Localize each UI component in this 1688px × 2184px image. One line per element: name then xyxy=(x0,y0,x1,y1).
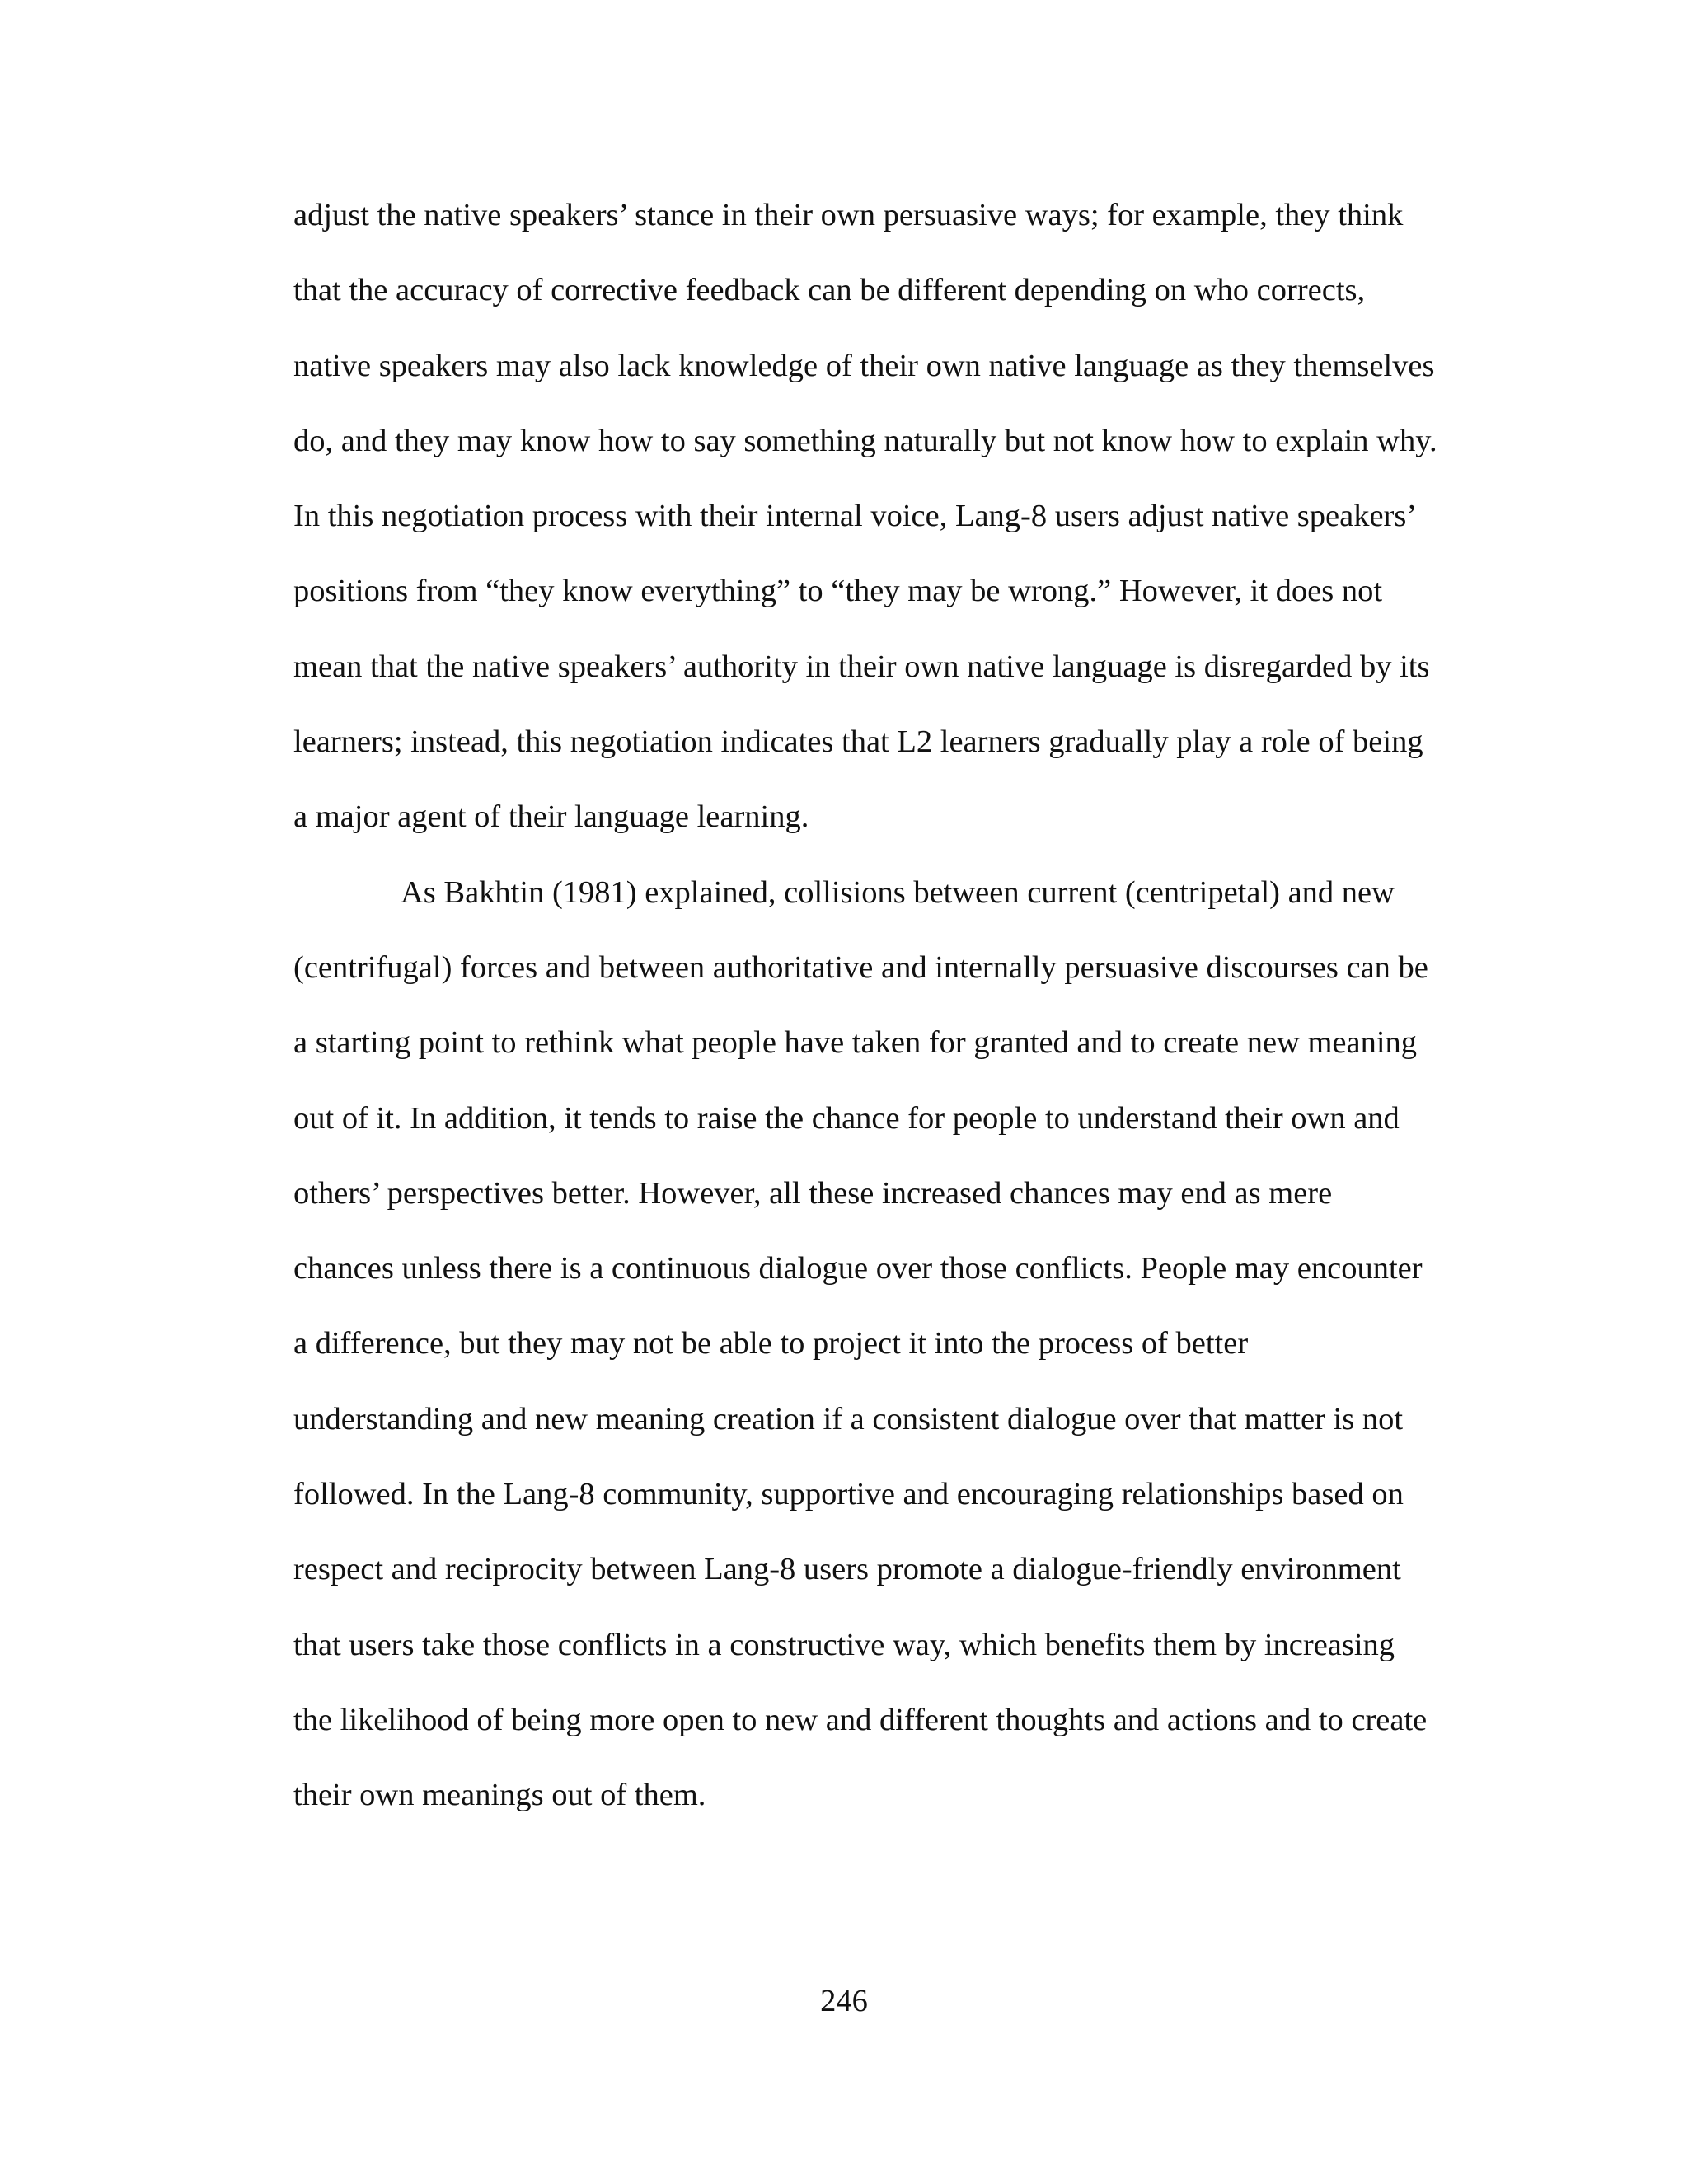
text-line: a major agent of their language learning. xyxy=(293,799,809,835)
text-line: adjust the native speakers’ stance in their own persuasive ways; for example, they think xyxy=(293,198,1404,232)
text-line: out of it. In addition, it tends to raise the chance for people to understand their own and xyxy=(293,1100,1400,1136)
page-number: 246 xyxy=(820,1984,868,2018)
text-line: followed. In the Lang-8 community, supportive and encouraging relationships based on xyxy=(293,1477,1404,1512)
text-line: do, and they may know how to say something naturally but not know how to explain why. xyxy=(293,423,1437,458)
text-line: that users take those conflicts in a constructive way, which benefits them by increasing xyxy=(293,1627,1395,1662)
text-line: positions from “they know everything” to “they may be wrong.” However, it does not xyxy=(293,574,1383,609)
text-line: mean that the native speakers’ authority in their own native language is disregarded by its xyxy=(293,649,1430,684)
text-line: their own meanings out of them. xyxy=(293,1778,706,1813)
paragraph-first-line: As Bakhtin (1981) explained, collisions between current (centripetal) and new xyxy=(401,874,1395,910)
text-line: understanding and new meaning creation if a consistent dialogue over that matter is not xyxy=(293,1401,1404,1436)
text-line: the likelihood of being more open to new and different thoughts and actions and to create xyxy=(293,1702,1428,1737)
text-line: learners; instead, this negotiation indicates that L2 learners gradually play a role of being xyxy=(293,724,1423,760)
text-line: (centrifugal) forces and between authoritative and internally persuasive discourses can be xyxy=(293,949,1428,985)
text-line: respect and reciprocity between Lang-8 users promote a dialogue-friendly environment xyxy=(293,1552,1401,1587)
text-line: a starting point to rethink what people have taken for granted and to create new meaning xyxy=(293,1025,1418,1061)
body-text xyxy=(293,190,1480,1846)
text-line: others’ perspectives better. However, all these increased chances may end as mere xyxy=(293,1175,1333,1211)
text-line: native speakers may also lack knowledge of their own native language as they themselves xyxy=(293,348,1435,383)
text-line: chances unless there is a continuous dialogue over those conflicts. People may encounter xyxy=(293,1251,1423,1286)
text-line: a difference, but they may not be able to project it into the process of better xyxy=(293,1326,1249,1361)
text-line: that the accuracy of corrective feedback can be different depending on who corrects, xyxy=(293,273,1366,308)
text-line: In this negotiation process with their internal voice, Lang-8 users adjust native speakers’ xyxy=(293,499,1418,534)
